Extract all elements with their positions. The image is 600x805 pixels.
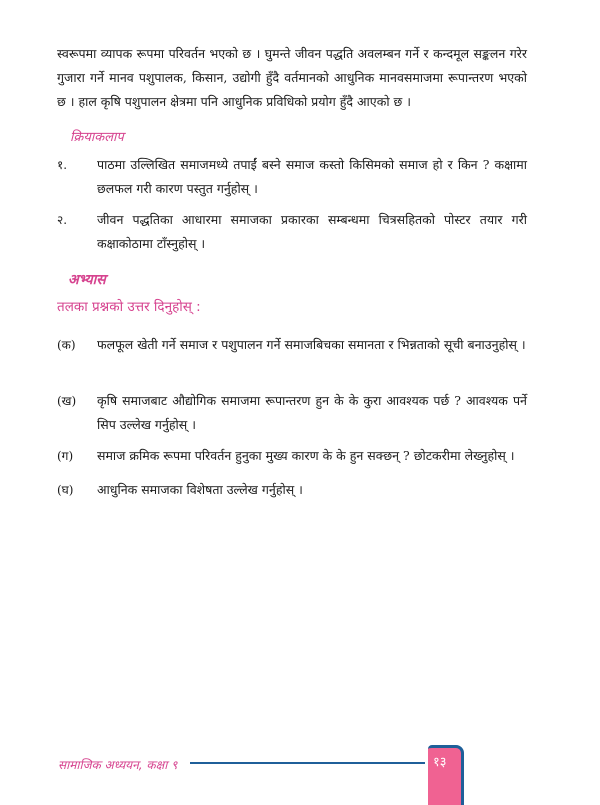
exercise-question	[57, 333, 527, 357]
exercise-question	[57, 444, 527, 468]
question-text: कृषि समाजबाट औद्योगिक समाजमा रूपान्तरण हुन के के कुरा आवश्यक पर्छ ? आवश्यक पर्ने सिप उल्लेख गर्नुहोस् ।	[97, 393, 527, 432]
section-title-exercise: अभ्यास	[68, 272, 106, 288]
question-label: (घ)	[57, 483, 74, 497]
exercise-question	[57, 389, 527, 437]
activity-item	[57, 208, 527, 256]
exercise-instruction: तलका प्रश्नको उत्तर दिनुहोस् :	[57, 299, 201, 315]
intro-paragraph-block	[57, 42, 527, 114]
activity-item-number: १.	[57, 158, 68, 172]
activity-item-number: २.	[57, 213, 68, 227]
activity-item-text: जीवन पद्धतिका आधारमा समाजका प्रकारका सम्बन्धमा चित्रसहितको पोस्टर तयार गरी कक्षाकोठामा टाँस्नुहोस् ।	[97, 212, 527, 251]
question-text: समाज क्रमिक रूपमा परिवर्तन हुनुका मुख्य कारण के के हुन सक्छन् ? छोटकरीमा लेख्नुहोस् ।	[97, 448, 515, 463]
question-label: (ख)	[57, 394, 77, 408]
question-label: (क)	[57, 338, 76, 352]
activity-item	[57, 153, 527, 201]
question-text: आधुनिक समाजका विशेषता उल्लेख गर्नुहोस् ।	[97, 482, 303, 497]
page-number: १३	[433, 755, 447, 770]
footer-divider	[190, 762, 425, 764]
intro-paragraph: स्वरूपमा व्यापक रूपमा परिवर्तन भएको छ । घुमन्ते जीवन पद्धति अवलम्बन गर्ने र कन्दमूल सङ्कलन गरेर गुजारा गर्ने मानव पशुपालक, किसान, उद्योगी हुँदै वर्तमानको आधुनिक मानवसमाजमा रूपान्तरण भएको छ । हाल कृषि पशुपालन क्षेत्रमा पनि आधुनिक प्रविधिको प्रयोग हुँदै आएको छ ।	[57, 46, 527, 109]
question-text: फलफूल खेती गर्ने समाज र पशुपालन गर्ने समाजबिचका समानता र भिन्नताको सूची बनाउनुहोस् ।	[97, 337, 526, 352]
footer-book-label: सामाजिक अध्ययन, कक्षा ९	[58, 758, 178, 772]
activity-item-text: पाठमा उल्लिखित समाजमध्ये तपाईं बस्ने समाज कस्तो किसिमको समाज हो र किन ? कक्षामा छलफल गरी कारण पस्तुत गर्नुहोस् ।	[97, 157, 527, 196]
question-label: (ग)	[57, 449, 74, 463]
section-title-activity: क्रियाकलाप	[70, 130, 124, 145]
page-number-tab	[428, 745, 464, 805]
exercise-question	[57, 478, 527, 502]
